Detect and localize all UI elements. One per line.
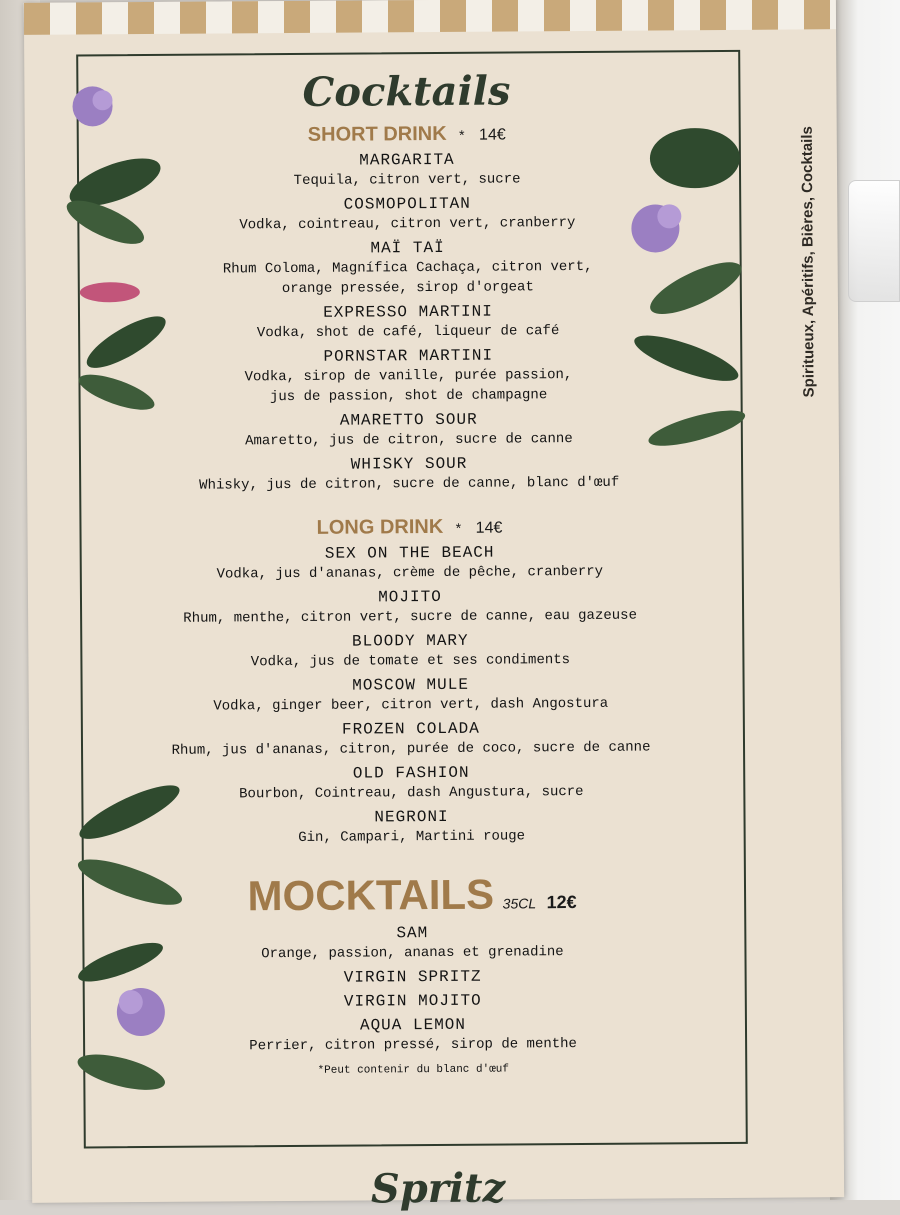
drink-item xyxy=(81,761,741,806)
drink-description: jus de passion, shot de champagne xyxy=(269,387,548,406)
drink-description: Bourbon, Cointreau, dash Angustura, sucre xyxy=(239,783,584,803)
drink-name: BLOODY MARY xyxy=(351,631,469,651)
drink-name: OLD FASHION xyxy=(352,763,470,783)
star-icon: * xyxy=(455,519,462,536)
drink-name: AMARETTO SOUR xyxy=(339,410,478,430)
drink-name: NEGRONI xyxy=(374,807,449,827)
drink-description: Rhum, menthe, citron vert, sucre de canne, eau gazeuse xyxy=(183,607,638,627)
drink-description: Vodka, cointreau, citron vert, cranberry xyxy=(239,215,576,234)
drink-name: EXPRESSO MARTINI xyxy=(323,302,493,322)
star-icon: * xyxy=(459,126,465,143)
drink-name: SAM xyxy=(396,924,429,943)
drink-item xyxy=(77,148,737,193)
drink-name: FROZEN COLADA xyxy=(341,719,480,739)
drink-name: WHISKY SOUR xyxy=(350,454,468,474)
short-drink-header xyxy=(77,121,737,149)
drink-description: Tequila, citron vert, sucre xyxy=(293,171,521,189)
drink-item xyxy=(80,541,740,586)
drink-description: Amaretto, jus de citron, sucre de canne xyxy=(245,431,573,450)
drink-item xyxy=(79,452,739,497)
drink-description: Vodka, jus d'ananas, crème de pêche, cranberry xyxy=(216,563,604,583)
drink-description: Rhum Coloma, Magnífica Cachaça, citron vert, xyxy=(222,258,593,278)
drink-item xyxy=(78,344,738,409)
drink-description: Whisky, jus de citron, sucre de canne, blanc d'œuf xyxy=(199,474,620,494)
drink-item xyxy=(83,989,743,1014)
menu-title: Cocktails xyxy=(302,67,511,116)
drink-item xyxy=(83,1013,743,1058)
drink-description: orange pressée, sirop d'orgeat xyxy=(281,279,534,298)
drink-name: AQUA LEMON xyxy=(359,1015,467,1035)
drink-description: Vodka, ginger beer, citron vert, dash Angostura xyxy=(213,695,609,715)
next-section-title: Spritz xyxy=(370,1164,506,1213)
drink-item xyxy=(81,717,741,762)
mocktails-size: 35CL xyxy=(502,895,537,912)
drink-item xyxy=(81,673,741,718)
mocktails-price: 12€ xyxy=(546,892,577,913)
long-drink-title: LONG DRINK xyxy=(316,515,444,539)
drink-description: Orange, passion, ananas et grenadine xyxy=(261,944,564,963)
drink-name: COSMOPOLITAN xyxy=(343,194,471,214)
side-tab-label: Spiritueux, Apéritifs, Bières, Cocktails xyxy=(798,126,818,398)
drink-name: SEX ON THE BEACH xyxy=(324,543,495,563)
short-drink-title: SHORT DRINK xyxy=(307,122,447,146)
drink-item xyxy=(83,965,743,990)
drink-description: Vodka, shot de café, liqueur de café xyxy=(256,323,560,342)
long-drink-header xyxy=(79,514,739,542)
drink-item xyxy=(80,629,740,674)
drink-name: VIRGIN MOJITO xyxy=(343,991,482,1011)
drink-name: MAÏ TAÏ xyxy=(370,238,445,258)
drink-description: Gin, Campari, Martini rouge xyxy=(298,828,526,846)
drink-name: MOJITO xyxy=(378,587,442,607)
mocktails-title: MOCKTAILS xyxy=(247,870,495,920)
drink-description: Perrier, citron pressé, sirop de menthe xyxy=(249,1036,577,1055)
drink-name: VIRGIN SPRITZ xyxy=(343,967,482,987)
drink-item xyxy=(81,805,741,850)
drink-item xyxy=(77,192,737,237)
footnote: *Peut contenir du blanc d'œuf xyxy=(317,1063,510,1077)
drink-description: Rhum, jus d'ananas, citron, purée de coco, sucre de canne xyxy=(171,739,651,759)
drink-item xyxy=(79,408,739,453)
short-drink-price: 14€ xyxy=(478,126,506,144)
drink-name: PORNSTAR MARTINI xyxy=(323,346,494,366)
drink-item xyxy=(77,236,737,301)
long-drink-price: 14€ xyxy=(475,519,503,537)
drink-name: MARGARITA xyxy=(359,150,455,170)
mocktails-header xyxy=(82,869,742,922)
menu-content xyxy=(76,50,743,1082)
drink-description: Vodka, sirop de vanille, purée passion, xyxy=(244,367,573,386)
glass xyxy=(848,180,900,302)
drink-name: MOSCOW MULE xyxy=(352,675,469,695)
drink-item xyxy=(82,921,742,966)
menu-page xyxy=(24,0,844,1213)
drink-description: Vodka, jus de tomate et ses condiments xyxy=(250,652,571,671)
top-stripe xyxy=(24,0,836,35)
drink-item xyxy=(80,585,740,630)
drink-item xyxy=(78,300,738,345)
